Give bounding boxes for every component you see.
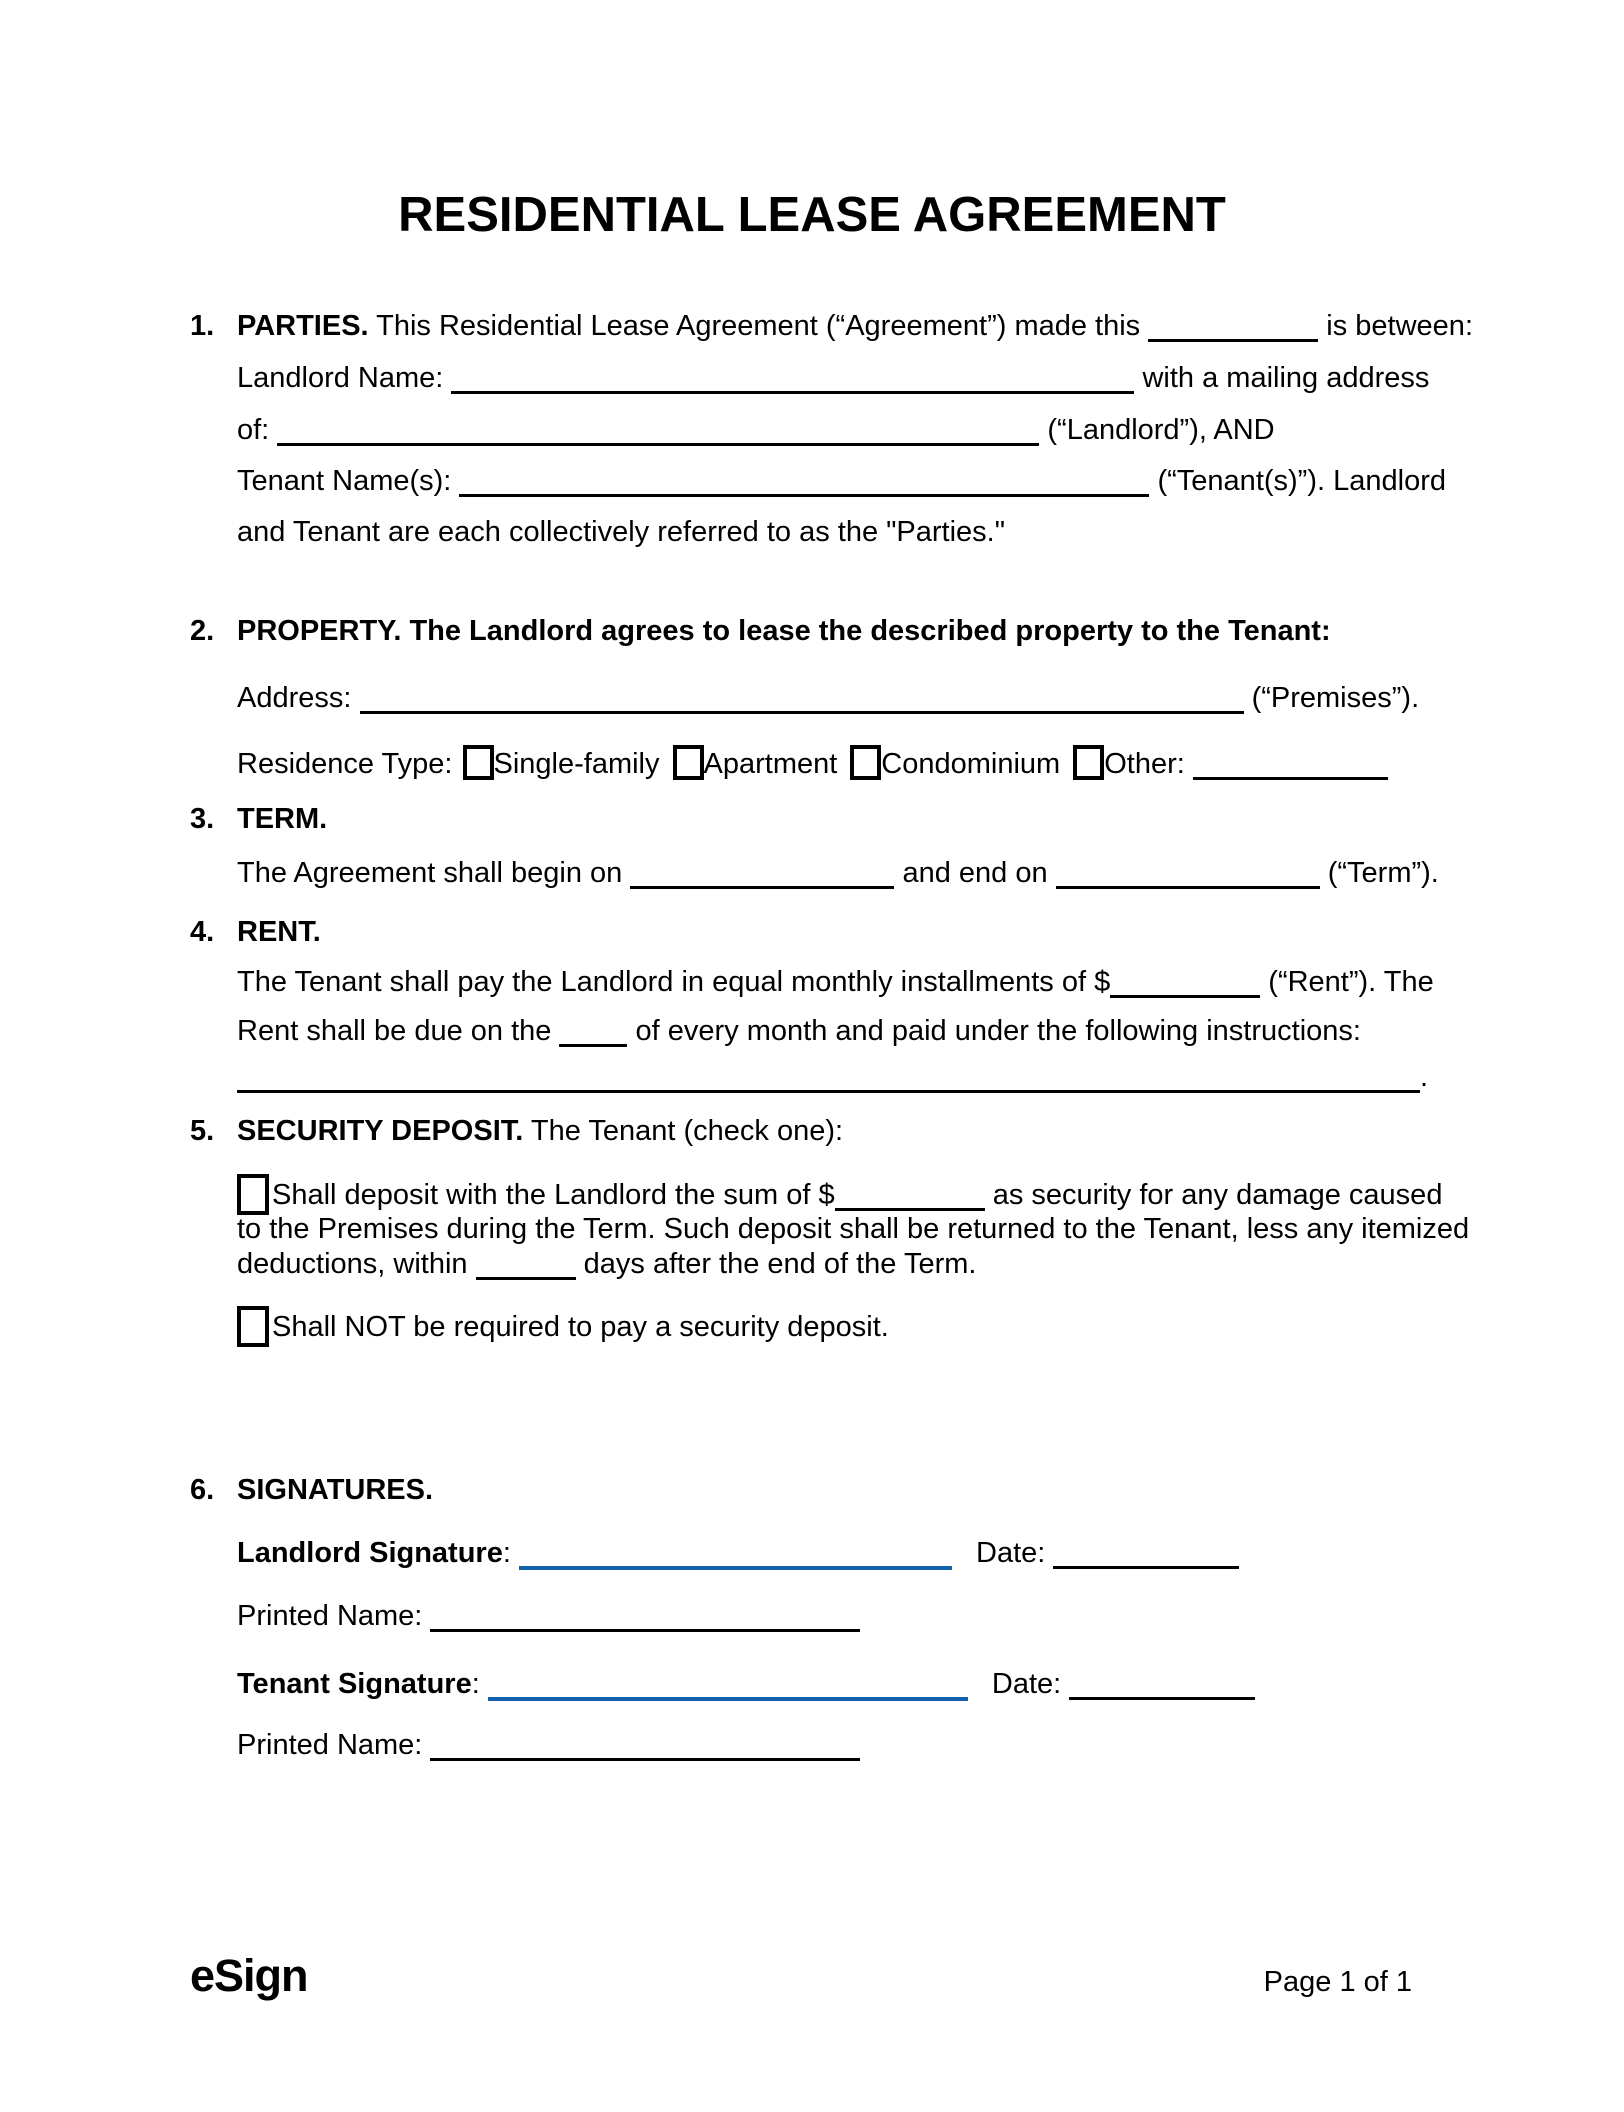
deposit-text-4: deductions, within [237, 1248, 468, 1280]
other-residence-blank[interactable] [1193, 747, 1388, 780]
tenant-date-blank[interactable] [1069, 1667, 1255, 1700]
residence-type-line [237, 739, 1442, 789]
deposit-days-blank[interactable] [476, 1247, 576, 1280]
landlord-signature-field[interactable] [519, 1536, 952, 1570]
section-parties-line3 [237, 405, 1442, 455]
checkbox-apartment[interactable] [673, 745, 704, 780]
term-end-date-blank[interactable] [1056, 856, 1320, 889]
rent-instructions-text: of every month and paid under the following instructions: [635, 1015, 1361, 1047]
address-label: Address: [237, 682, 352, 714]
term-end-text: and end on [902, 857, 1048, 889]
section-rent-heading-line [190, 907, 1442, 957]
landlord-printed-name-blank[interactable] [430, 1599, 860, 1632]
section-security-heading: SECURITY DEPOSIT. [237, 1115, 524, 1147]
deposit-text-3: to the Premises during the Term. Such deposit shall be returned to the Tenant, less any itemized [237, 1213, 1470, 1245]
rent-due-text: Rent shall be due on the [237, 1015, 552, 1047]
option-apartment-label: Apartment [703, 748, 838, 780]
term-begin-text: The Agreement shall begin on [237, 857, 623, 889]
section-number: 3. [190, 803, 215, 835]
label-colon: : [502, 1537, 511, 1569]
agreement-date-blank[interactable] [1148, 309, 1318, 342]
rent-amount-text: The Tenant shall pay the Landlord in equal monthly installments of $ [237, 966, 1111, 998]
checkbox-condominium[interactable] [850, 745, 881, 780]
deposit-option1-line2 [237, 1212, 1470, 1247]
section-parties-line1 [190, 301, 1473, 351]
checkbox-other[interactable] [1073, 745, 1104, 780]
tenant-printed-name-label: Printed Name: [237, 1729, 423, 1761]
landlord-address-suffix: (“Landlord”), AND [1047, 414, 1275, 446]
term-line [237, 848, 1442, 898]
deposit-option2-line [237, 1302, 1442, 1352]
option-single-family-label: Single-family [493, 748, 660, 780]
rent-line1 [237, 957, 1442, 1007]
deposit-text-2: as security for any damage caused [992, 1179, 1443, 1211]
section-number: 1. [190, 310, 215, 342]
checkbox-shall-deposit[interactable] [237, 1174, 269, 1215]
section-parties-line4 [237, 456, 1446, 506]
tenant-signature-line [237, 1659, 1442, 1709]
tenant-name-blank[interactable] [459, 464, 1149, 497]
instructions-period: . [1420, 1061, 1429, 1093]
security-heading-text: The Tenant (check one): [530, 1115, 844, 1147]
deposit-option1-line3 [237, 1247, 1442, 1282]
rent-amount-blank[interactable] [1110, 965, 1260, 998]
parties-intro-suffix: is between: [1326, 310, 1473, 342]
option-other-label: Other: [1104, 748, 1185, 780]
tenant-printed-name-line [237, 1720, 1442, 1770]
checkbox-single-family[interactable] [463, 745, 494, 780]
deposit-amount-blank[interactable] [835, 1178, 985, 1211]
section-number: 4. [190, 916, 215, 948]
section-signatures-heading-line [190, 1465, 1442, 1515]
tenant-name-label: Tenant Name(s): [237, 465, 452, 497]
parties-intro-text: This Residential Lease Agreement (“Agreement”) made this [376, 310, 1141, 342]
term-start-date-blank[interactable] [630, 856, 894, 889]
landlord-date-blank[interactable] [1053, 1536, 1239, 1569]
landlord-date-label: Date: [976, 1537, 1046, 1569]
rent-due-day-blank[interactable] [559, 1014, 627, 1047]
page-footer [190, 1950, 1412, 2002]
property-heading-text: The Landlord agrees to lease the described property to the Tenant: [409, 615, 1331, 647]
landlord-name-blank[interactable] [451, 361, 1134, 394]
section-number: 6. [190, 1474, 215, 1506]
landlord-printed-name-label: Printed Name: [237, 1600, 423, 1632]
payment-instructions-blank[interactable] [237, 1060, 1420, 1093]
no-deposit-text: Shall NOT be required to pay a security deposit. [272, 1311, 889, 1343]
section-number: 2. [190, 615, 215, 647]
deposit-option1-line1 [237, 1174, 1442, 1215]
tenant-date-label: Date: [991, 1668, 1062, 1700]
landlord-address-label: of: [237, 414, 270, 446]
address-suffix: (“Premises”). [1251, 682, 1420, 714]
section-parties-heading: PARTIES. [237, 310, 369, 342]
landlord-signature-line [237, 1528, 1442, 1578]
landlord-printed-name-line [237, 1591, 1442, 1641]
deposit-text-1: Shall deposit with the Landlord the sum of $ [272, 1179, 835, 1211]
residence-type-label: Residence Type: [237, 748, 453, 780]
section-security-heading-line [190, 1106, 1442, 1156]
deposit-text-5: days after the end of the Term. [583, 1248, 977, 1280]
esign-logo: eSign [190, 1950, 308, 2001]
parties-outro-text: and Tenant are each collectively referred to as the "Parties." [237, 516, 1006, 548]
section-number: 5. [190, 1115, 215, 1147]
section-parties-line2 [237, 353, 1442, 403]
rent-line2 [237, 1006, 1442, 1056]
rent-amount-suffix: (“Rent”). The [1268, 966, 1434, 998]
landlord-name-label: Landlord Name: [237, 362, 444, 394]
rent-instructions-line [237, 1052, 1442, 1102]
tenant-signature-label: Tenant Signature [237, 1668, 472, 1700]
checkbox-no-deposit[interactable] [237, 1306, 269, 1347]
section-term-heading: TERM. [237, 803, 328, 835]
page-number-label: Page 1 of 1 [1263, 1966, 1412, 1998]
property-address-line [237, 673, 1442, 723]
section-term-heading-line [190, 794, 1442, 844]
document-title: RESIDENTIAL LEASE AGREEMENT [398, 188, 1226, 242]
section-property-heading-line [190, 606, 1442, 656]
tenant-printed-name-blank[interactable] [430, 1728, 860, 1761]
address-blank[interactable] [360, 681, 1244, 714]
tenant-signature-field[interactable] [488, 1667, 968, 1701]
landlord-signature-label: Landlord Signature [237, 1537, 503, 1569]
section-parties-line5 [237, 507, 1442, 557]
section-rent-heading: RENT. [237, 916, 321, 948]
option-condominium-label: Condominium [881, 748, 1061, 780]
section-signatures-heading: SIGNATURES. [237, 1474, 434, 1506]
section-property-heading: PROPERTY. [237, 615, 402, 647]
label-colon: : [471, 1668, 480, 1700]
landlord-name-suffix: with a mailing address [1142, 362, 1430, 394]
landlord-address-blank[interactable] [277, 413, 1039, 446]
term-suffix: (“Term”). [1327, 857, 1439, 889]
tenant-name-suffix: (“Tenant(s)”). Landlord [1157, 465, 1446, 497]
